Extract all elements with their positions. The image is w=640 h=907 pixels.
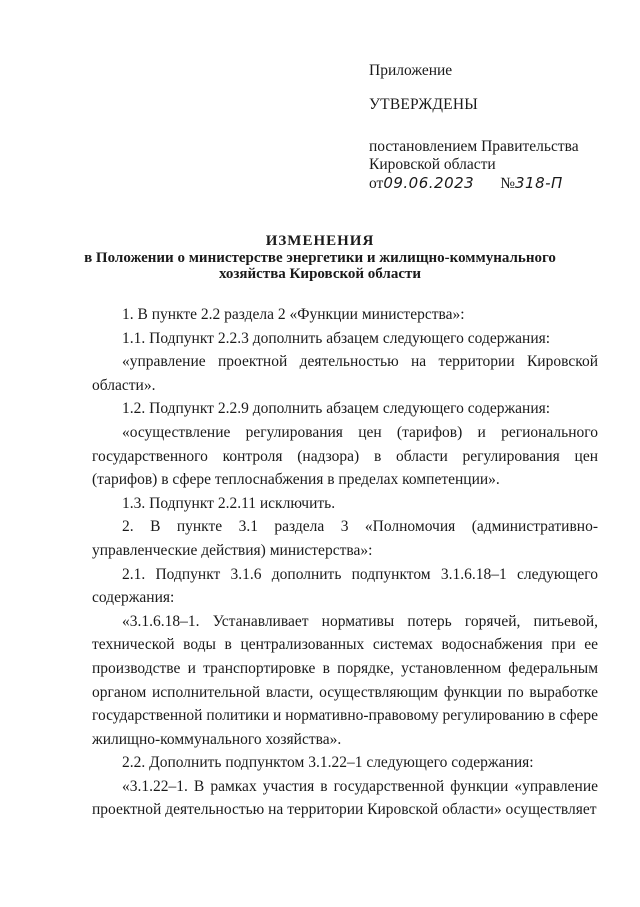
paragraph-1-2: 1.2. Подпункт 2.2.9 дополнить абзацем следующего содержания: [122, 400, 551, 418]
paragraph-quote-3: «3.1.6.18–1. Устанавливает нормативы потерь горячей, питьевой, технической воды в централизованных системах водоснабжения при ее производстве и транспортировке в порядке, установленном федеральным органом исполнительной власти, осуществляющим функции по выработке государственной политики и нормативно-правовому регулированию в сфере жилищно-коммунального хозяйства». [92, 612, 598, 748]
approved-label: УТВЕРЖДЕНЫ [369, 96, 478, 113]
document-subtitle-line-1: в Положении о министерстве энергетики и жилищно-коммунального [84, 250, 556, 266]
date-number-line [369, 174, 609, 193]
paragraph-2-2: 2.2. Дополнить подпунктом 3.1.22–1 следующего содержания: [122, 754, 534, 772]
handwritten-date: 09.06.2023 [383, 174, 475, 192]
paragraph-1: 1. В пункте 2.2 раздела 2 «Функции министерства»: [122, 306, 465, 323]
paragraph-2-1: 2.1. Подпункт 3.1.6 дополнить подпунктом 3.1.6.18–1 следующего содержания: [92, 565, 598, 607]
paragraph-quote-4: «3.1.22–1. В рамках участия в государственной функции «управление проектной деятельностью на территории Кировской области» осуществляет [92, 777, 598, 819]
approval-block [369, 62, 609, 193]
date-prefix: от [369, 175, 384, 192]
appendix-label: Приложение [369, 62, 453, 79]
document-title: ИЗМЕНЕНИЯ [265, 233, 375, 249]
resolution-line-2: Кировской области [369, 156, 496, 173]
resolution-line-1: постановлением Правительства [369, 138, 579, 155]
paragraph-quote-1: «управление проектной деятельностью на территории Кировской области». [92, 353, 598, 394]
number-label: № [500, 175, 516, 192]
paragraph-1-1: 1.1. Подпункт 2.2.3 дополнить абзацем следующего содержания: [122, 329, 551, 347]
paragraph-2: 2. В пункте 3.1 раздела 3 «Полномочия (административно-управленческие действия) министерства»: [92, 518, 598, 559]
paragraph-1-3: 1.3. Подпункт 2.2.11 исключить. [122, 494, 336, 512]
document-body [92, 303, 598, 822]
paragraph-quote-2: «осуществление регулирования цен (тарифов) и регионального государственного контроля (надзора) в области регулирования цен (тарифов) в сфере теплоснабжения в пределах компетенции». [92, 423, 598, 489]
document-subtitle-line-2: хозяйства Кировской области [218, 266, 422, 282]
handwritten-number: 318-П [515, 174, 563, 192]
